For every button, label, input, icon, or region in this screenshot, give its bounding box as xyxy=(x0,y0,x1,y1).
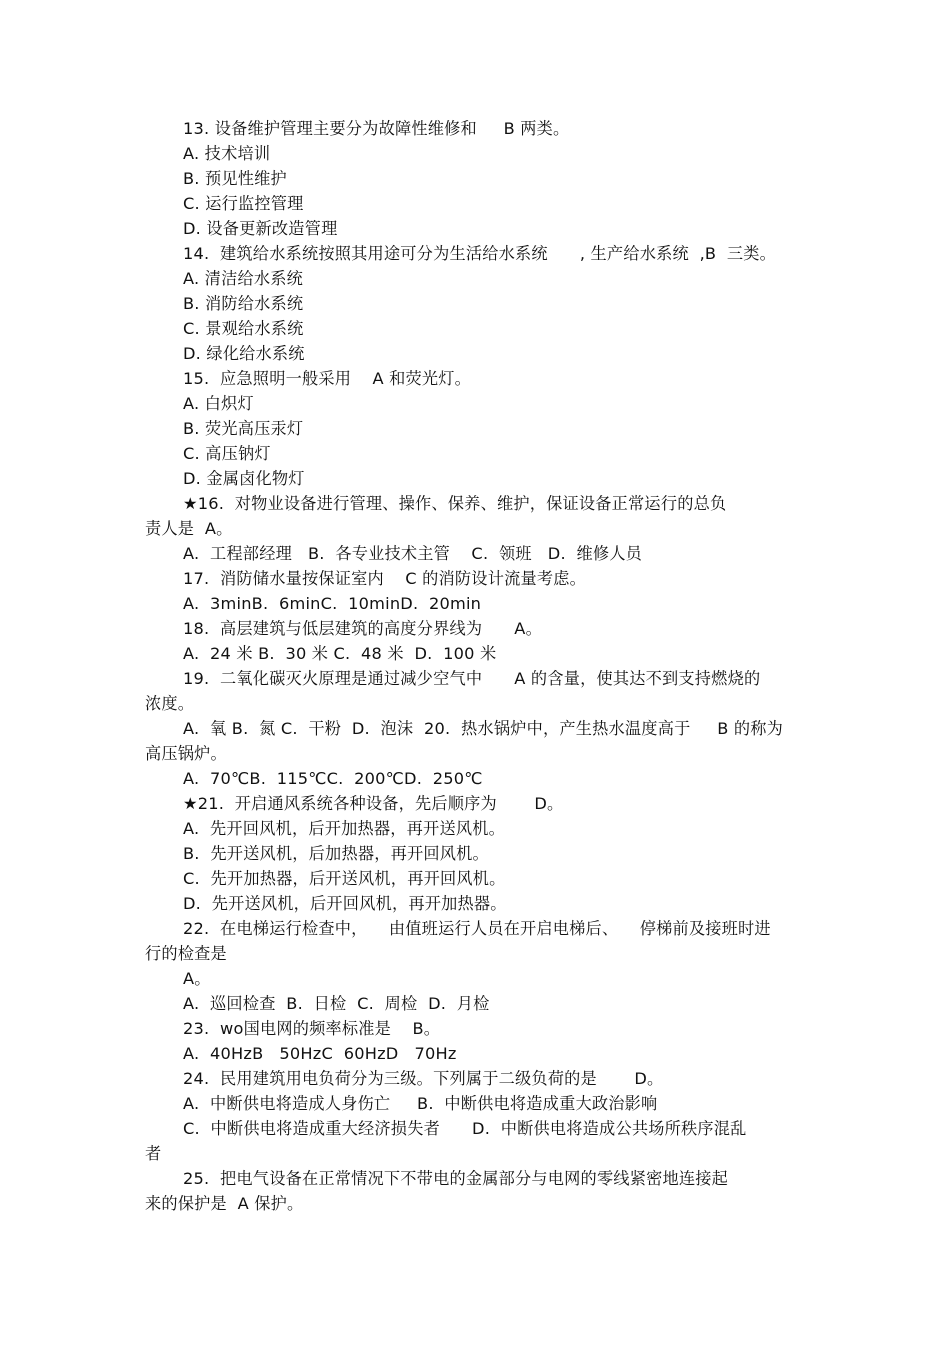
q22-answer: A。 xyxy=(183,969,211,988)
q21-stem: ★21. 开启通风系统各种设备，先后顺序为 D。 xyxy=(183,794,564,813)
q14-option-d: D. 绿化给水系统 xyxy=(183,344,305,363)
q21-option-c: C. 先开加热器，后开送风机，再开回风机。 xyxy=(183,869,506,888)
q19-stem: 19. 二氧化碳灭火原理是通过减少空气中 A 的含量，使其达不到支持燃烧的 xyxy=(183,669,761,688)
q13-option-b: B. 预见性维护 xyxy=(183,169,287,188)
q25-stem: 25. 把电气设备在正常情况下不带电的金属部分与电网的零线紧密地连接起 xyxy=(183,1169,729,1188)
q15-option-d: D. 金属卤化物灯 xyxy=(183,469,305,488)
q21-option-b: B. 先开送风机，后加热器，再开回风机。 xyxy=(183,844,489,863)
q13-option-d: D. 设备更新改造管理 xyxy=(183,219,338,238)
q15-option-c: C. 高压钠灯 xyxy=(183,444,271,463)
q13-stem: 13. 设备维护管理主要分为故障性维修和 B 两类。 xyxy=(183,119,570,138)
q19-options-q20-stem: A. 氧 B. 氮 C. 干粉 D. 泡沫 20. 热水锅炉中，产生热水温度高于 B 的称为 xyxy=(183,719,784,738)
q17-stem: 17. 消防储水量按保证室内 C 的消防设计流量考虑。 xyxy=(183,569,587,588)
q23-stem: 23. wo国电网的频率标准是 B。 xyxy=(183,1019,441,1038)
q15-stem: 15. 应急照明一般采用 A 和荧光灯。 xyxy=(183,369,472,388)
q20-stem-continued: 高压锅炉。 xyxy=(145,744,227,763)
q15-option-a: A. 白炽灯 xyxy=(183,394,254,413)
q13-option-a: A. 技术培训 xyxy=(183,144,271,163)
q14-option-b: B. 消防给水系统 xyxy=(183,294,304,313)
q24-options-cd: C. 中断供电将造成重大经济损失者 D. 中断供电将造成公共场所秩序混乱 xyxy=(183,1119,747,1138)
q21-option-d: D. 先开送风机，后开回风机，再开加热器。 xyxy=(183,894,507,913)
q25-stem-continued: 来的保护是 A 保护。 xyxy=(145,1194,304,1213)
q20-options: A. 70℃B. 115℃C. 200℃D. 250℃ xyxy=(183,769,483,788)
q16-stem-continued: 责人是 A。 xyxy=(145,519,233,538)
q16-options: A. 工程部经理 B. 各专业技术主管 C. 领班 D. 维修人员 xyxy=(183,544,643,563)
q21-option-a: A. 先开回风机，后开加热器，再开送风机。 xyxy=(183,819,505,838)
q22-stem: 22. 在电梯运行检查中， 由值班运行人员在开启电梯后、 停梯前及接班时进 xyxy=(183,919,771,938)
q24-options-ab: A. 中断供电将造成人身伤亡 B. 中断供电将造成重大政治影响 xyxy=(183,1094,658,1113)
q18-options: A. 24 米 B. 30 米 C. 48 米 D. 100 米 xyxy=(183,644,497,663)
q16-stem: ★16. 对物业设备进行管理、操作、保养、维护，保证设备正常运行的总负 xyxy=(183,494,727,513)
q15-option-b: B. 荧光高压汞灯 xyxy=(183,419,304,438)
q18-stem: 18. 高层建筑与低层建筑的高度分界线为 A。 xyxy=(183,619,542,638)
q22-options: A. 巡回检查 B. 日检 C. 周检 D. 月检 xyxy=(183,994,490,1013)
q14-option-a: A. 清洁给水系统 xyxy=(183,269,304,288)
q24-stem: 24. 民用建筑用电负荷分为三级。下列属于二级负荷的是 D。 xyxy=(183,1069,664,1088)
q14-stem: 14. 建筑给水系统按照其用途可分为生活给水系统 , 生产给水系统 ,B 三类。 xyxy=(183,244,777,263)
q17-options: A. 3minB. 6minC. 10minD. 20min xyxy=(183,594,482,613)
q22-stem-continued: 行的检查是 xyxy=(145,944,227,963)
q13-option-c: C. 运行监控管理 xyxy=(183,194,304,213)
q23-options: A. 40HzB 50HzC 60HzD 70Hz xyxy=(183,1044,457,1063)
q19-stem-continued: 浓度。 xyxy=(145,694,195,713)
q14-option-c: C. 景观给水系统 xyxy=(183,319,304,338)
q24-options-continued: 者 xyxy=(145,1144,162,1163)
